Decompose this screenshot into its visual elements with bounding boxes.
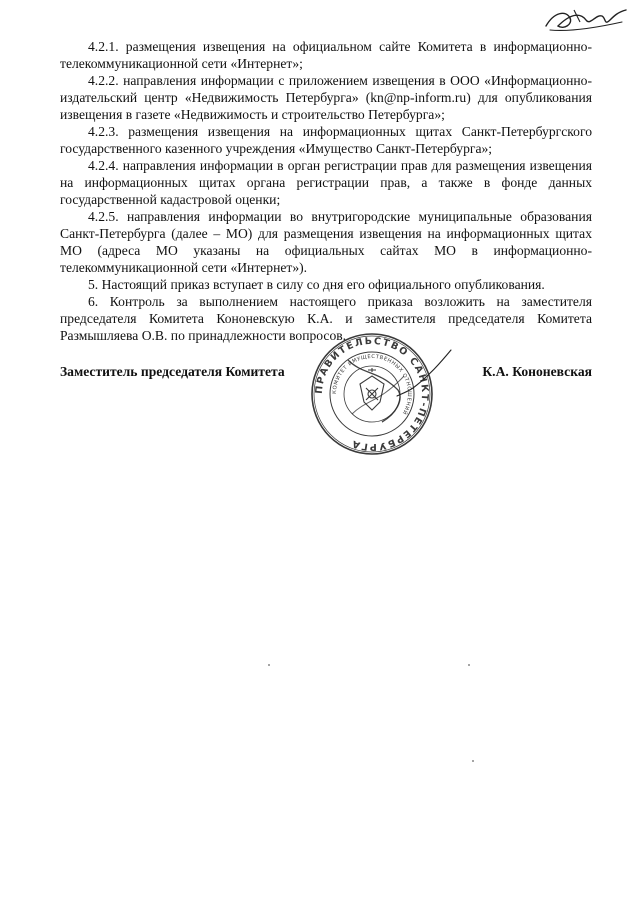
document-body: [60, 38, 592, 344]
scan-speck: [472, 760, 474, 762]
handwritten-signature-stroke: [395, 348, 455, 398]
seal-outer-text: ПРАВИТЕЛЬСТВО САНКТ-ПЕТЕРБУРГА: [313, 335, 431, 453]
signatory-position: Заместитель председателя Комитета: [60, 364, 285, 379]
paragraph-4-2-2: 4.2.2. направления информации с приложением извещения в ООО «Информационно-издательский центр «Недвижимость Петербурга» (kn@np-inform.ru) для опубликования извещения в газете «Недвижимость и строительство Петербурга»;: [60, 73, 592, 122]
seal-inner-text: КОМИТЕТ ИМУЩЕСТВЕННЫХ ОТНОШЕНИЙ: [331, 353, 413, 416]
paragraph-4-2-4: 4.2.4. направления информации в орган регистрации прав для размещения извещения на информационных щитах органа регистрации прав, а также в фонде данных государственной кадастровой оценки;: [60, 158, 592, 207]
paragraph-5: 5. Настоящий приказ вступает в силу со дня его официального опубликования.: [88, 277, 545, 292]
scan-speck: [468, 664, 470, 666]
handwritten-signature-mark: [540, 4, 632, 36]
seal-emblem: [360, 368, 384, 410]
paragraph-4-2-1: 4.2.1. размещения извещения на официальном сайте Комитета в информационно-телекоммуникационной сети «Интернет»;: [60, 39, 592, 71]
signatory-name: К.А. Кононевская: [482, 364, 592, 379]
paragraph-6: 6. Контроль за выполнением настоящего приказа возложить на заместителя председателя Комитета Кононевскую К.А. и заместителя председателя Комитета Размышляева О.В. по принадлежности вопросов.: [60, 294, 592, 343]
paragraph-4-2-5: 4.2.5. направления информации во внутригородские муниципальные образования Санкт-Петербурга (далее – МО) для размещения извещения на информационных щитах МО (адреса МО указаны на официальных сайтах МО в информационно-телекоммуникационной сети «Интернет»).: [60, 209, 592, 275]
scan-speck: [268, 664, 270, 666]
paragraph-4-2-3: 4.2.3. размещения извещения на информационных щитах Санкт-Петербургского государственного казенного учреждения «Имущество Санкт-Петербурга»;: [60, 124, 592, 156]
